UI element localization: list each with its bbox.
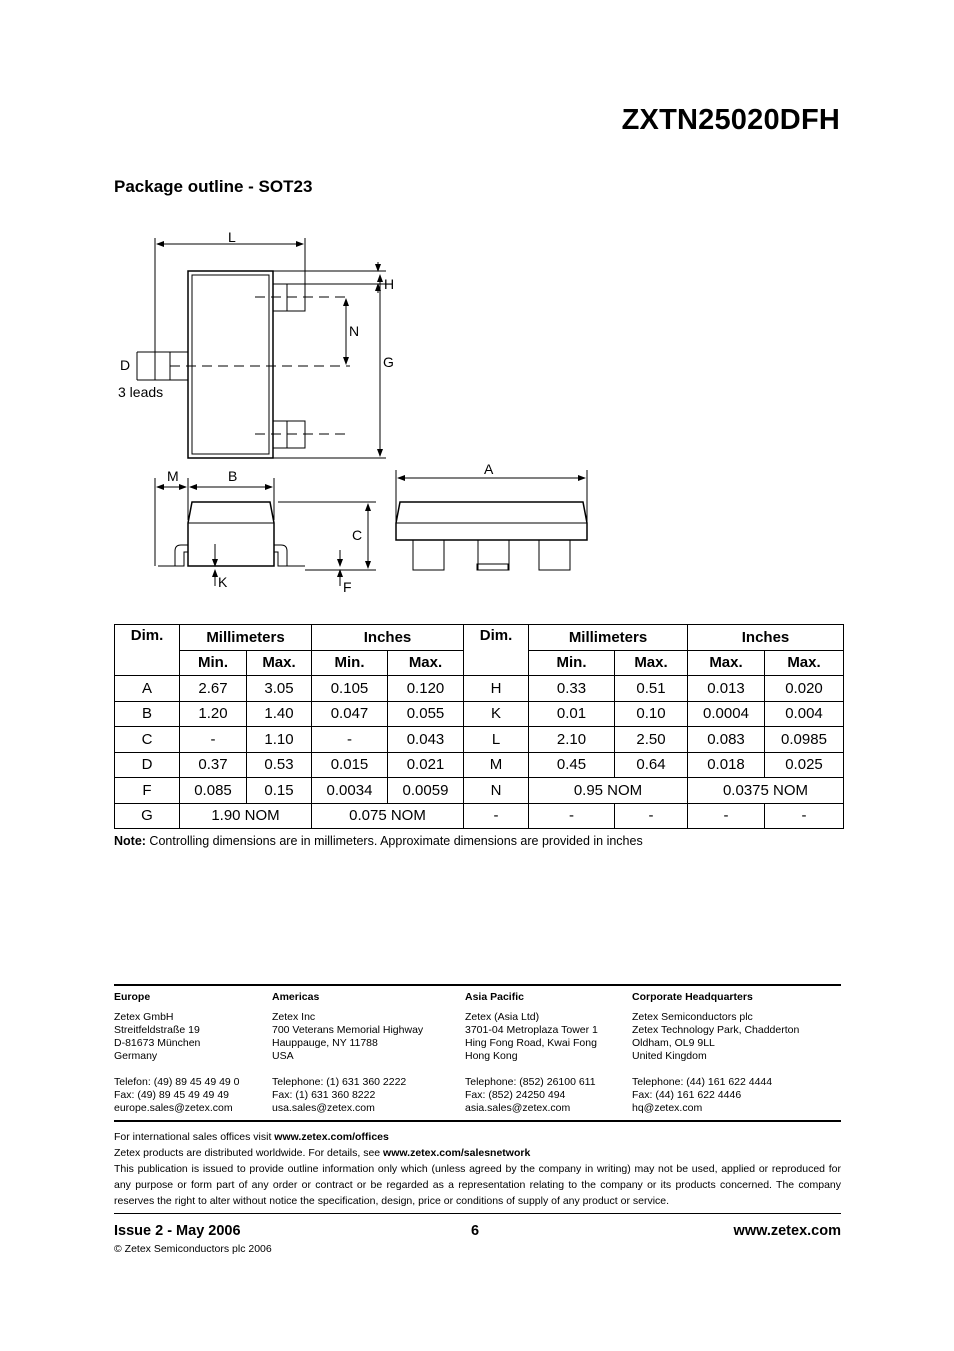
table-cell: 0.0985 — [765, 727, 844, 753]
table-cell: N — [464, 778, 529, 804]
subheader-cell: Max. — [247, 650, 312, 676]
office-line: Fax: (1) 631 360 8222 — [272, 1089, 376, 1101]
table-cell: 0.075 NOM — [312, 803, 464, 829]
office-line: Zetex Semiconductors plc — [632, 1011, 753, 1023]
table-cell: 0.047 — [312, 701, 388, 727]
table-cell: 2.50 — [615, 727, 688, 753]
office-email[interactable]: hq@zetex.com — [632, 1102, 703, 1114]
office-line: Fax: (44) 161 622 4446 — [632, 1089, 742, 1101]
table-cell: 0.021 — [388, 752, 464, 778]
table-cell: C — [115, 727, 180, 753]
table-cell: H — [464, 676, 529, 702]
table-row — [115, 676, 844, 702]
office-line: Streitfeldstraße 19 — [114, 1024, 200, 1036]
office-line: Telephone: (44) 161 622 4444 — [632, 1076, 773, 1088]
office-line: Fax: (852) 24250 494 — [465, 1089, 566, 1101]
divider — [114, 1120, 841, 1122]
page-number: 6 — [471, 1223, 480, 1239]
subheader-cell: Min. — [312, 650, 388, 676]
table-cell: 0.33 — [529, 676, 615, 702]
label-C: C — [352, 527, 363, 543]
table-cell: 0.105 — [312, 676, 388, 702]
office-line: Zetex (Asia Ltd) — [465, 1011, 540, 1023]
table-cell: M — [464, 752, 529, 778]
label-F: F — [343, 579, 352, 595]
subheader-cell: Min. — [529, 650, 615, 676]
office-line: Telephone: (852) 26100 611 — [465, 1076, 596, 1088]
table-cell: 1.10 — [247, 727, 312, 753]
office-line: Oldham, OL9 9LL — [632, 1037, 715, 1049]
table-note — [114, 834, 643, 848]
office-line: Hong Kong — [465, 1050, 518, 1062]
table-row — [115, 803, 844, 829]
office-line: 700 Veterans Memorial Highway — [272, 1024, 424, 1036]
office-line: Telephone: (1) 631 360 2222 — [272, 1076, 407, 1088]
divider — [114, 1213, 841, 1214]
table-cell: 0.10 — [615, 701, 688, 727]
table-cell: 0.055 — [388, 701, 464, 727]
label-G: G — [383, 354, 394, 370]
copyright: © Zetex Semiconductors plc 2006 — [114, 1243, 272, 1255]
office-heading: Asia Pacific — [465, 991, 524, 1003]
office-line: Zetex Technology Park, Chadderton — [632, 1024, 800, 1036]
table-header-row — [115, 625, 844, 651]
table-cell: 0.015 — [312, 752, 388, 778]
top-view-body — [188, 271, 273, 458]
header-in-left: Inches — [312, 625, 464, 651]
table-cell: D — [115, 752, 180, 778]
footer-distribution-line: Zetex products are distributed worldwide. For details, see www.zetex.com/salesnetwork — [114, 1147, 531, 1159]
office-asia-pacific — [465, 991, 598, 1115]
section-title: Package outline - SOT23 — [114, 177, 313, 196]
table-cell: B — [115, 701, 180, 727]
table-cell: 0.018 — [688, 752, 765, 778]
table-cell: 0.013 — [688, 676, 765, 702]
table-cell: 2.10 — [529, 727, 615, 753]
table-cell: 0.085 — [180, 778, 247, 804]
office-heading: Europe — [114, 991, 151, 1003]
footer-offices-line: For international sales offices visit www.zetex.com/offices — [114, 1131, 389, 1143]
label-N: N — [349, 323, 360, 339]
table-cell: - — [615, 803, 688, 829]
table-cell: 0.025 — [765, 752, 844, 778]
table-cell: A — [115, 676, 180, 702]
salesnetwork-link[interactable]: www.zetex.com/salesnetwork — [383, 1147, 531, 1159]
table-row — [115, 778, 844, 804]
office-line: Germany — [114, 1050, 158, 1062]
table-cell: 0.64 — [615, 752, 688, 778]
office-line: Fax: (49) 89 45 49 49 49 — [114, 1089, 229, 1101]
office-line: D-81673 München — [114, 1037, 201, 1049]
table-cell: 0.53 — [247, 752, 312, 778]
table-cell: 0.51 — [615, 676, 688, 702]
table-cell: - — [765, 803, 844, 829]
footer-text — [114, 1129, 841, 1209]
table-cell: 0.043 — [388, 727, 464, 753]
website-link[interactable]: www.zetex.com — [733, 1223, 841, 1239]
header-dim-right: Dim. — [464, 625, 529, 676]
label-K: K — [218, 574, 228, 590]
table-cell: 0.020 — [765, 676, 844, 702]
table-cell: - — [529, 803, 615, 829]
table-cell: G — [115, 803, 180, 829]
office-email[interactable]: asia.sales@zetex.com — [465, 1102, 571, 1114]
office-line: Hing Fong Road, Kwai Fong — [465, 1037, 597, 1049]
table-cell: 0.15 — [247, 778, 312, 804]
header-dim-left: Dim. — [115, 625, 180, 676]
office-email[interactable]: europe.sales@zetex.com — [114, 1102, 233, 1114]
table-cell: 0.45 — [529, 752, 615, 778]
office-europe — [114, 991, 240, 1115]
subheader-cell: Max. — [615, 650, 688, 676]
note-text: Controlling dimensions are in millimeters. Approximate dimensions are provided in inches — [145, 834, 643, 848]
table-cell: 0.083 — [688, 727, 765, 753]
office-line: Hauppauge, NY 11788 — [272, 1037, 378, 1049]
table-row — [115, 752, 844, 778]
office-line: Zetex Inc — [272, 1011, 316, 1023]
table-cell: 3.05 — [247, 676, 312, 702]
label-B: B — [228, 468, 238, 484]
subheader-cell: Max. — [388, 650, 464, 676]
office-heading: Corporate Headquarters — [632, 991, 753, 1003]
footer-disclaimer: This publication is issued to provide outline information only which (unless agreed by the company in writing) may not be used, applied or reproduced for any purpose or form part of any order or contract or be regarded as a representation relating to the company or its products concerned. The company reserves the right to alter without notice the specification, design, price or conditions of supply of any product or service. — [114, 1163, 841, 1207]
table-cell: 1.40 — [247, 701, 312, 727]
table-cell: F — [115, 778, 180, 804]
table-cell: 0.0375 NOM — [688, 778, 844, 804]
table-row — [115, 727, 844, 753]
subheader-cell: Max. — [688, 650, 765, 676]
issue-date: Issue 2 - May 2006 — [114, 1223, 241, 1239]
table-cell: 0.120 — [388, 676, 464, 702]
document-title: ZXTN25020DFH — [621, 104, 840, 136]
offices-link[interactable]: www.zetex.com/offices — [274, 1131, 389, 1143]
table-cell: 0.37 — [180, 752, 247, 778]
header-mm-left: Millimeters — [180, 625, 312, 651]
office-americas — [272, 991, 423, 1115]
side-view-body — [188, 502, 274, 566]
table-cell: 0.004 — [765, 701, 844, 727]
table-cell: - — [312, 727, 388, 753]
office-line: Telefon: (49) 89 45 49 49 0 — [114, 1076, 240, 1088]
label-H: H — [384, 276, 395, 292]
label-3-leads: 3 leads — [118, 384, 164, 400]
table-cell: 0.0059 — [388, 778, 464, 804]
table-cell: 0.0034 — [312, 778, 388, 804]
label-A: A — [484, 461, 494, 477]
note-label: Note: — [114, 834, 146, 848]
divider — [114, 984, 841, 986]
front-view-body — [396, 502, 587, 540]
table-cell: 0.0004 — [688, 701, 765, 727]
package-outline-diagram — [0, 0, 954, 620]
subheader-cell: Max. — [765, 650, 844, 676]
label-L: L — [228, 229, 236, 245]
table-cell: 1.20 — [180, 701, 247, 727]
table-cell: - — [180, 727, 247, 753]
office-corporate-hq — [632, 991, 799, 1115]
table-cell: 0.01 — [529, 701, 615, 727]
office-line: USA — [272, 1050, 294, 1062]
dimensions-table — [114, 624, 844, 829]
office-heading: Americas — [272, 991, 320, 1003]
subheader-cell: Min. — [180, 650, 247, 676]
table-cell: 0.95 NOM — [529, 778, 688, 804]
header-in-right: Inches — [688, 625, 844, 651]
table-cell: - — [464, 803, 529, 829]
table-cell: L — [464, 727, 529, 753]
office-line: United Kingdom — [632, 1050, 707, 1062]
office-line: Zetex GmbH — [114, 1011, 174, 1023]
label-D: D — [120, 357, 131, 373]
table-cell: 1.90 NOM — [180, 803, 312, 829]
table-row — [115, 701, 844, 727]
table-cell: 2.67 — [180, 676, 247, 702]
table-cell: - — [688, 803, 765, 829]
table-cell: K — [464, 701, 529, 727]
office-email[interactable]: usa.sales@zetex.com — [272, 1102, 375, 1114]
label-M: M — [167, 468, 179, 484]
header-mm-right: Millimeters — [529, 625, 688, 651]
office-line: 3701-04 Metroplaza Tower 1 — [465, 1024, 598, 1036]
